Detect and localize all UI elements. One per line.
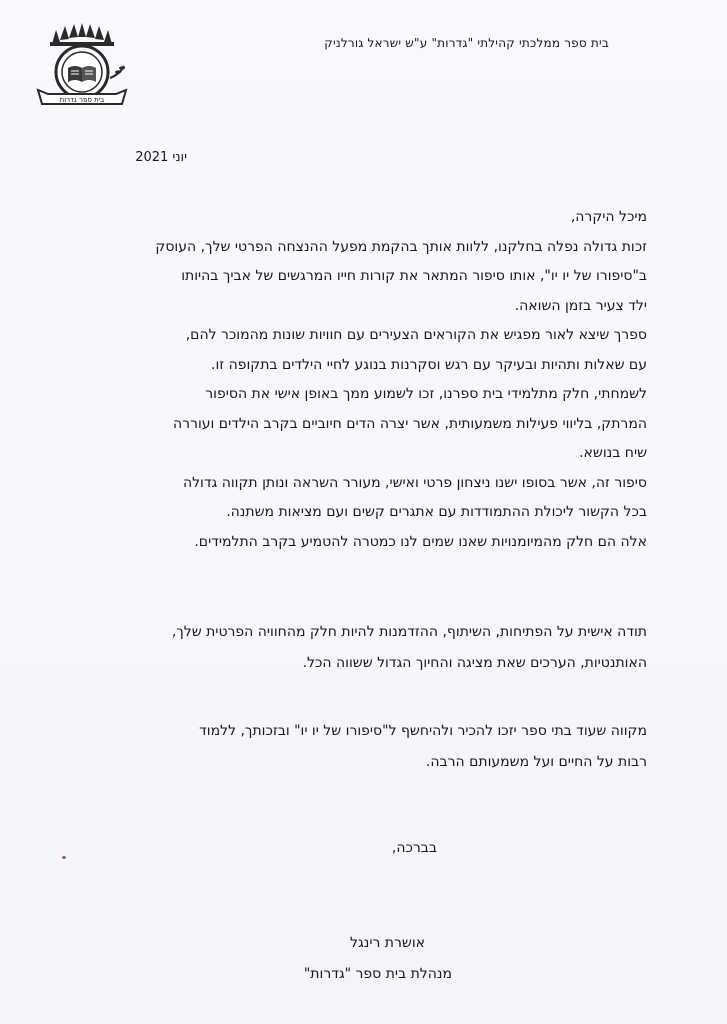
greeting-line: מיכל היקרה, xyxy=(570,209,647,225)
signer-name: אושרת רינגל xyxy=(349,935,425,951)
body-line: סיפור זה, אשר בסופו ישנו ניצחון פרטי ואישי, מעורר השראה ונותן תקווה גדולה xyxy=(182,474,647,491)
closing-line: בברכה, xyxy=(391,840,437,856)
letter-body-main xyxy=(87,203,647,557)
letter-body-hope xyxy=(87,716,647,778)
school-letterhead: בית ספר ממלכתי קהילתי "גדרות" ע"ש ישראל גורלניק xyxy=(324,36,609,50)
paper-speck xyxy=(62,856,66,859)
body-line: ב"סיפורו של יו יו", אותו סיפור המתאר את קורות חייו המרגשים של אביך בהיותו xyxy=(181,268,647,284)
body-line: עם שאלות ותהיות ובעיקר עם רגש וסקרנות בנוגע לחיי הילדים בתקופה זו. xyxy=(211,356,647,373)
logo-ribbon-text: בית ספר גדרות xyxy=(59,96,105,104)
body-line: ספרך שיצא לאור מפגיש את הקוראים הצעירים עם חוויות שונות מהמוכר להם, xyxy=(185,327,647,343)
body-line: בכל הקשור ליכולת ההתמודדות עם אתגרים קשים ועם מציאות משתנה. xyxy=(226,504,647,520)
body-line: מקווה שעוד בתי ספר יזכו להכיר ולהיחשף ל"סיפורו של יו יו" ובזכותך, ללמוד xyxy=(199,723,647,739)
body-line: תודה אישית על הפתיחות, השיתוף, ההזדמנות להיות חלק מהחוויה הפרטית שלך, xyxy=(171,624,647,640)
school-logo xyxy=(30,22,130,112)
letter-body-thanks xyxy=(87,617,647,679)
body-line: לשמחתי, חלק מתלמידי בית ספרנו, זכו לשמוע ממך באופן אישי את הסיפור xyxy=(205,386,647,402)
school-emblem-icon xyxy=(30,22,130,112)
body-line: שיח בנושא. xyxy=(579,445,647,461)
body-line: רבות על החיים ועל משמעותם הרבה. xyxy=(425,754,647,770)
body-line: ילד צעיר בזמן השואה. xyxy=(514,297,647,314)
body-line: אלה הם חלק מהמיומנויות שאנו שמים לנו כמטרה להטמיע בקרב התלמידים. xyxy=(194,533,647,550)
body-line: המרתק, בליווי פעילות משמעותית, אשר יצרה הדים חיוביים בקרב הילדים ועוררה xyxy=(173,415,647,432)
letter-date: יוני 2021 xyxy=(135,150,187,165)
signer-title: מנהלת בית ספר "גדרות" xyxy=(303,966,452,982)
body-line: האותנטיות, הערכים שאת מציגה והחיוך הגדול ששווה הכל. xyxy=(302,655,647,671)
body-line: זכות גדולה נפלה בחלקנו, ללוות אותך בהקמת מפעל ההנצחה הפרטי שלך, העוסק xyxy=(155,238,647,255)
